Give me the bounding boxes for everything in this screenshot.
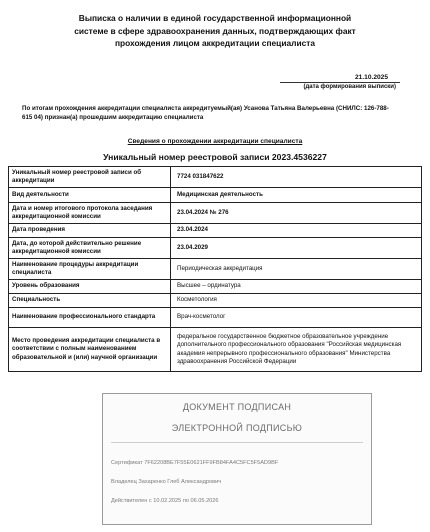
title-line-3: прохождения лицом аккредитации специалиста — [114, 38, 316, 48]
stamp-divider — [111, 442, 363, 443]
table-row — [9, 294, 422, 308]
section-title: Сведения о прохождении аккредитации специалиста — [127, 138, 303, 145]
electronic-signature-stamp — [102, 393, 372, 525]
row-value: Косметология — [171, 294, 422, 308]
row-key: Специальность — [9, 294, 171, 308]
extract-date: 21.10.2025 — [354, 74, 388, 81]
stamp-title-2: ЭЛЕКТРОННОЙ ПОДПИСЬЮ — [171, 423, 303, 433]
row-value: федеральное государственное бюджетное образовательное учреждение дополнительного профессионального образования "Российская медицинская академия непрерывного профессионального образования" Министерства здравоохранения Российской Федерации — [171, 328, 422, 372]
table-row — [9, 308, 422, 328]
table-row — [9, 238, 422, 259]
row-value: Медицинская деятельность — [171, 188, 422, 203]
row-value: Врач-косметолог — [171, 308, 422, 328]
row-key: Наименование профессионального стандарта — [9, 308, 171, 328]
row-value: 23.04.2024 № 276 — [171, 203, 422, 224]
accreditation-info-table — [8, 166, 422, 372]
extract-date-block — [250, 73, 400, 91]
row-key: Дата, до которой действительно решение аккредитационной комиссии — [9, 238, 171, 259]
row-value: Периодическая аккредитация — [171, 259, 422, 280]
row-value: 7724 031847622 — [171, 167, 422, 188]
document-title — [40, 12, 390, 50]
statement-line-1: По итогам прохождения аккредитации специалиста аккредитуемый(ая) Усанова Татьяна Валерьевна (СНИЛС: 126-788- — [22, 105, 389, 112]
row-key: Дата проведения — [9, 224, 171, 238]
stamp-title-1: ДОКУМЕНТ ПОДПИСАН — [182, 402, 292, 412]
table-row — [9, 328, 422, 372]
title-line-2: системе в сфере здравоохранения данных, подтверждающих факт — [74, 25, 356, 36]
title-line-1: Выписка о наличии в единой государственной информационной — [78, 13, 352, 23]
row-key: Дата и номер итогового протокола заседания аккредитационной комиссии — [9, 203, 171, 224]
extract-date-caption: (дата формирования выписки) — [303, 84, 396, 90]
table-row — [9, 280, 422, 294]
row-key: Уникальный номер реестровой записи об аккредитации — [9, 167, 171, 188]
stamp-validity: Действителен с 10.02.2025 по 06.05.2026 — [111, 498, 219, 504]
table-row — [9, 224, 422, 238]
row-value: 23.04.2024 — [171, 224, 422, 238]
row-value: Высшее – ординатура — [171, 280, 422, 294]
row-value: 23.04.2029 — [171, 238, 422, 259]
stamp-owner: Владелец Захаренко Глеб Александрович — [111, 479, 222, 485]
row-key: Наименование процедуры аккредитации специалиста — [9, 259, 171, 280]
accreditation-statement — [22, 105, 410, 123]
row-key: Уровень образования — [9, 280, 171, 294]
row-key: Место проведения аккредитации специалиста в соответствии с полным наименованием образовательной и (или) научной организации — [9, 328, 171, 372]
registry-number: Уникальный номер реестровой записи 2023.4536227 — [103, 152, 327, 162]
statement-line-2: 615 04) признан(а) прошедшим аккредитацию специалиста — [22, 113, 204, 121]
table-row — [9, 203, 422, 224]
table-row — [9, 167, 422, 188]
table-row — [9, 188, 422, 203]
row-key: Вид деятельности — [9, 188, 171, 203]
table-row — [9, 259, 422, 280]
stamp-certificate: Сертификат 7F62208BE7F55E0621FF9FB84FA4C5FC5F5AD9BF — [111, 460, 279, 466]
